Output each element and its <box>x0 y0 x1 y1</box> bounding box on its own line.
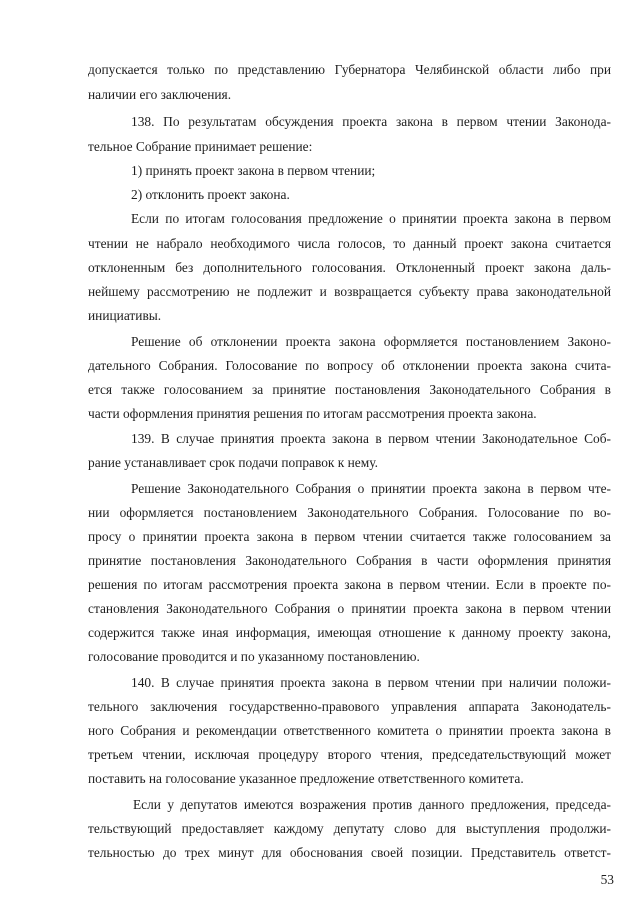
text-line: поставить на голосование указанное предложение ответственного комитета. <box>88 771 524 786</box>
text-line: 139. В случае принятия проекта закона в первом чтении Законодательное Соб- <box>131 431 611 446</box>
text-line: допускается только по представлению Губернатора Челябинской области либо при <box>88 62 611 77</box>
text-line: тельностью до трех минут для обоснования своей позиции. Представитель ответст- <box>88 845 611 860</box>
text-line: Если по итогам голосования предложение о принятии проекта закона в первом <box>131 211 611 226</box>
text-line: наличии его заключения. <box>88 87 232 102</box>
list-item: 2) отклонить проект закона. <box>131 187 290 202</box>
text-line: тельное Собрание принимает решение: <box>88 139 313 154</box>
text-line: решения по итогам рассмотрения проекта закона в первом чтении. Если в проекте по- <box>88 577 611 592</box>
text-line: просу о принятии проекта закона в первом чтении считается также голосованием за <box>88 529 611 544</box>
text-line: нии оформляется постановлением Законодательного Собрания. Голосование по во- <box>88 505 611 520</box>
text-line: принятие постановления Законодательного Собрания в части оформления принятия <box>88 553 611 568</box>
text-line: тельного заключения государственно-правового управления аппарата Законодатель- <box>88 699 611 714</box>
text-line: Решение об отклонении проекта закона оформляется постановлением Законо- <box>131 334 611 349</box>
text-line: тельствующий предоставляет каждому депутату слово для выступления продолжи- <box>88 821 611 836</box>
text-line: Если у депутатов имеются возражения против данного предложения, председа- <box>133 797 611 812</box>
text-line: отклоненным без дополнительного голосования. Отклоненный проект закона даль- <box>88 260 611 275</box>
text-line: инициативы. <box>88 308 162 323</box>
text-line: дательного Собрания. Голосование по вопросу об отклонении проекта закона счита- <box>88 358 611 373</box>
text-line: рание устанавливает срок подачи поправок к нему. <box>88 455 378 470</box>
text-line: голосование проводится и по указанному постановлению. <box>88 649 420 664</box>
text-line: содержится также иная информация, имеющая отношение к данному проекту закона, <box>88 625 611 640</box>
page-number: 53 <box>600 872 614 887</box>
text-line: становления Законодательного Собрания о принятии проекта закона в первом чтении <box>88 601 611 616</box>
text-line: чтении не набрало необходимого числа голосов, то данный проект закона считается <box>88 236 611 251</box>
text-line: третьем чтении, исключая процедуру второго чтения, председательствующий может <box>88 747 611 762</box>
text-line: нейшему рассмотрению не подлежит и возвращается субъекту права законодательной <box>88 284 611 299</box>
text-line: Решение Законодательного Собрания о принятии проекта закона в первом чте- <box>131 481 611 496</box>
text-line: части оформления принятия решения по итогам рассмотрения проекта закона. <box>88 406 537 421</box>
text-line: ется также голосованием за принятие постановления Законодательного Собрания в <box>88 382 611 397</box>
text-line: ного Собрания и рекомендации ответственного комитета о принятии проекта закона в <box>88 723 611 738</box>
text-line: 138. По результатам обсуждения проекта закона в первом чтении Законода- <box>131 114 611 129</box>
text-line: 140. В случае принятия проекта закона в первом чтении при наличии положи- <box>131 675 611 690</box>
list-item: 1) принять проект закона в первом чтении; <box>131 163 376 178</box>
